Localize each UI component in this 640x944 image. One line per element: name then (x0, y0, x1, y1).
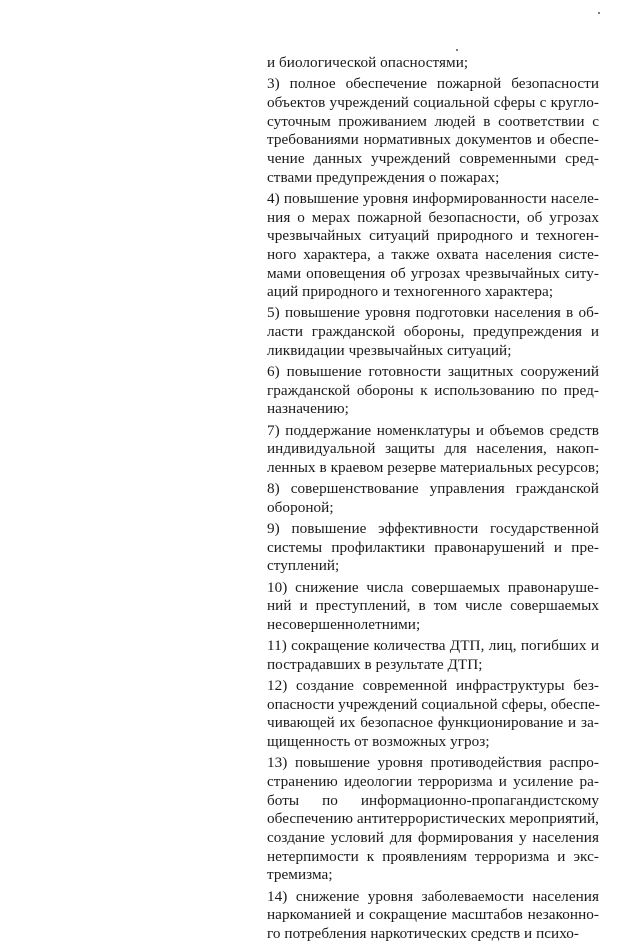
text-line: ленных в краевом резерве материальных ресурсов; (267, 458, 600, 476)
text-line: несовершеннолетними; (267, 615, 421, 633)
text-line: ного характера, а также охвата населения систе- (267, 245, 599, 263)
text-line: аций природного и техногенного характера; (267, 283, 554, 301)
text-line: обеспечению антитеррористических мероприятий, (267, 810, 599, 828)
text-line: 4) повышение уровня информированности населе- (267, 189, 599, 207)
paragraph-p4 (267, 190, 599, 302)
paragraph-p7 (267, 422, 599, 478)
text-line: 7) поддержание номенклатуры и объемов средств (267, 421, 599, 439)
paragraph-p11 (267, 637, 599, 674)
text-line: и биологической опасностями; (267, 54, 469, 71)
scan-dot-mark (456, 49, 458, 51)
paragraph-p3 (267, 75, 599, 187)
text-line: создание условий для формирования у населения (267, 829, 599, 846)
text-line: тремизма; (267, 866, 333, 884)
text-line: странению идеологии терроризма и усиление ра- (267, 772, 599, 790)
scan-dot-mark (598, 12, 600, 14)
text-line: ний и преступлений, в том числе совершаемых (267, 597, 599, 615)
text-line: боты по информационно-пропагандистскому (267, 791, 599, 809)
text-line: 8) совершенствование управления гражданской (267, 480, 599, 498)
text-line: 12) создание современной инфраструктуры без- (267, 677, 599, 694)
paragraph-p13 (267, 754, 599, 885)
text-line: суточным проживанием людей в соответствии с (267, 112, 599, 130)
text-line: го потребления наркотических средств и психо- (267, 924, 580, 942)
paragraph-p8 (267, 480, 599, 517)
paragraph-p9 (267, 520, 599, 576)
text-line: 13) повышение уровня противодействия распро- (267, 754, 599, 772)
text-column (267, 54, 599, 944)
text-line: мами оповещения об угрозах чрезвычайных ситу- (267, 264, 599, 282)
text-line: требованиями нормативных документов и обеспе- (267, 131, 599, 149)
text-line: чение данных учреждений современными сред- (267, 149, 599, 167)
text-line: ликвидации чрезвычайных ситуаций; (267, 341, 512, 359)
text-line: нетерпимости к проявлениям терроризма и экс- (267, 847, 599, 865)
text-line: гражданской обороны к использованию по пред- (267, 381, 599, 399)
text-line: щищенность от возможных угроз; (267, 733, 490, 751)
text-line: ния о мерах пожарной безопасности, об угрозах (267, 208, 599, 226)
text-line: наркоманией и сокращение масштабов незаконно- (267, 906, 599, 924)
text-line: ласти гражданской обороны, предупреждения и (267, 323, 599, 341)
text-line: чрезвычайных ситуаций природного и техноген- (267, 227, 599, 245)
paragraph-p-intro (267, 54, 599, 73)
paragraph-p10 (267, 579, 599, 635)
text-line: 5) повышение уровня подготовки населения в об- (267, 304, 599, 322)
text-line: 10) снижение числа совершаемых правонаруше- (267, 578, 599, 596)
text-line: системы профилактики правонарушений и пре- (267, 538, 599, 556)
text-line: пострадавших в результате ДТП; (267, 655, 483, 673)
text-line: 3) полное обеспечение пожарной безопасности (267, 75, 599, 93)
text-line: индивидуальной защиты для населения, накоп- (267, 440, 599, 458)
text-line: 11) сокращение количества ДТП, лиц, погибших и (267, 637, 599, 655)
paragraph-p5 (267, 304, 599, 360)
paragraph-p14 (267, 888, 599, 944)
text-line: объектов учреждений социальной сферы с кругло- (267, 93, 599, 111)
paragraph-p12 (267, 677, 599, 752)
text-line: назначению; (267, 400, 349, 418)
text-line: 9) повышение эффективности государственной (267, 520, 599, 537)
text-line: чивающей их безопасное функционирование и за- (267, 714, 599, 732)
text-line: опасности учреждений социальной сферы, обеспе- (267, 695, 601, 713)
paragraph-p6 (267, 363, 599, 419)
text-line: 6) повышение готовности защитных сооружений (267, 363, 599, 380)
text-line: обороной; (267, 498, 334, 516)
text-line: ступлений; (267, 557, 340, 575)
text-line: ствами предупреждения о пожарах; (267, 168, 500, 186)
text-line: 14) снижение уровня заболеваемости населения (267, 887, 599, 905)
